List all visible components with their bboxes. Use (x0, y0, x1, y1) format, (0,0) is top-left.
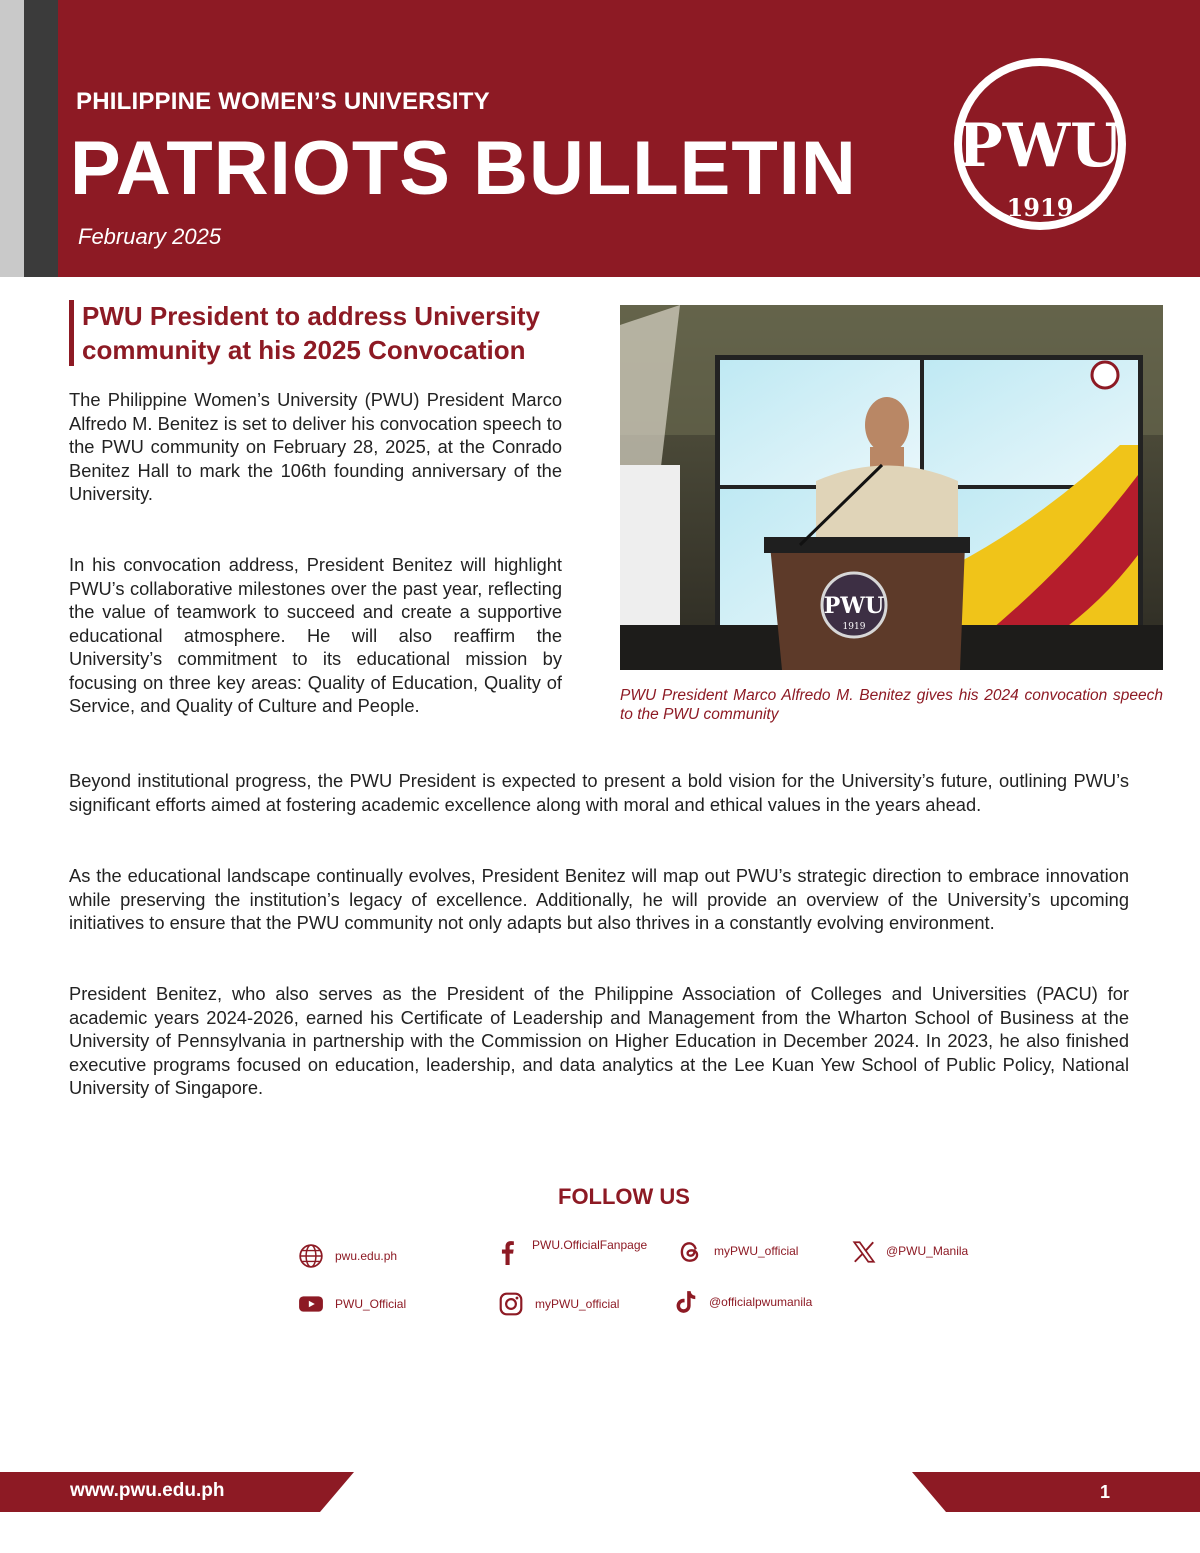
footer-website-link[interactable]: www.pwu.edu.ph (70, 1480, 225, 1501)
headline-line-1: PWU President to address University (82, 301, 541, 331)
header-stripe-light (0, 0, 24, 277)
x-icon (850, 1238, 878, 1266)
footer-right-banner (912, 1472, 1200, 1512)
article-paragraph-2: In his convocation address, President Benitez will highlight PWU’s collaborative milestones over the past year, reflecting the value of teamwork to succeed and create a supportive educational atmosphere. He will also reaffirm the University’s commitment to its educational mission by focusing on three key areas: Quality of Education, Quality of Service, and Quality of Culture and People. (69, 554, 562, 716)
social-label-tiktok: @officialpwumanila (709, 1295, 813, 1309)
logo-text: PWU (957, 111, 1123, 181)
social-label-x: @PWU_Manila (886, 1244, 969, 1258)
social-link-threads[interactable] (676, 1238, 798, 1266)
globe-icon (297, 1242, 325, 1270)
social-link-x[interactable] (850, 1238, 968, 1266)
article-paragraph-3: Beyond institutional progress, the PWU President is expected to present a bold vision for the University’s future, outlining PWU’s significant efforts aimed at fostering academic excellence along with moral and ethical values in the years ahead. (69, 770, 1129, 815)
social-label-website: pwu.edu.ph (335, 1249, 398, 1263)
photo-caption: PWU President Marco Alfredo M. Benitez gives his 2024 convocation speech to the PWU community (620, 687, 1163, 723)
youtube-icon (297, 1290, 325, 1318)
facebook-icon (494, 1238, 522, 1266)
logo-year: 1919 (1006, 193, 1074, 222)
social-link-instagram[interactable] (497, 1290, 619, 1318)
social-link-facebook[interactable] (494, 1238, 647, 1266)
pwu-logo (950, 54, 1130, 234)
convocation-photo (620, 305, 1163, 670)
page-number: 1 (1100, 1482, 1111, 1502)
social-link-tiktok[interactable] (671, 1288, 812, 1316)
article-paragraph-4: As the educational landscape continually evolves, President Benitez will map out PWU’s strategic direction to embrace innovation while preserving the institution’s legacy of excellence. Additionally, he will provide an overview of the University’s upcoming initiatives to ensure that the PWU community not only adapts but also thrives in a constantly evolving environment. (69, 865, 1129, 933)
issue-date: February 2025 (78, 224, 222, 249)
social-link-website[interactable] (297, 1242, 397, 1270)
podium-logo-year: 1919 (842, 622, 866, 632)
social-label-facebook: PWU.OfficialFanpage (532, 1238, 648, 1252)
bulletin-title: PATRIOTS BULLETIN (70, 126, 857, 211)
header-stripe-dark (24, 0, 58, 277)
social-label-threads: myPWU_official (714, 1244, 799, 1258)
instagram-icon (497, 1290, 525, 1318)
social-label-youtube: PWU_Official (335, 1297, 407, 1311)
headline-accent-bar (69, 300, 74, 366)
tiktok-icon (671, 1288, 699, 1316)
university-name: PHILIPPINE WOMEN’S UNIVERSITY (76, 88, 490, 115)
article-paragraph-1: The Philippine Women’s University (PWU) President Marco Alfredo M. Benitez is set to deliver his convocation speech to the PWU community on February 28, 2025, at the Conrado Benitez Hall to mark the 106th founding anniversary of the University. (69, 389, 562, 504)
threads-icon (676, 1238, 704, 1266)
social-label-instagram: myPWU_official (535, 1297, 620, 1311)
social-link-youtube[interactable] (297, 1290, 406, 1318)
article-headline (82, 299, 612, 367)
headline-line-2: community at his 2025 Convocation (82, 335, 526, 365)
podium-logo-text: PWU (823, 593, 885, 619)
article-paragraph-5: President Benitez, who also serves as the President of the Philippine Association of Colleges and Universities (PACU) for academic years 2024-2026, earned his Certificate of Leadership and Management from the Wharton School of Business at the University of Pennsylvania in partnership with the Commission on Higher Education in December 2024. In 2023, he also finished executive programs focused on education, leadership, and data analytics at the Lee Kuan Yew School of Public Policy, National University of Singapore. (69, 983, 1129, 1098)
follow-us-title: FOLLOW US (558, 1184, 690, 1209)
